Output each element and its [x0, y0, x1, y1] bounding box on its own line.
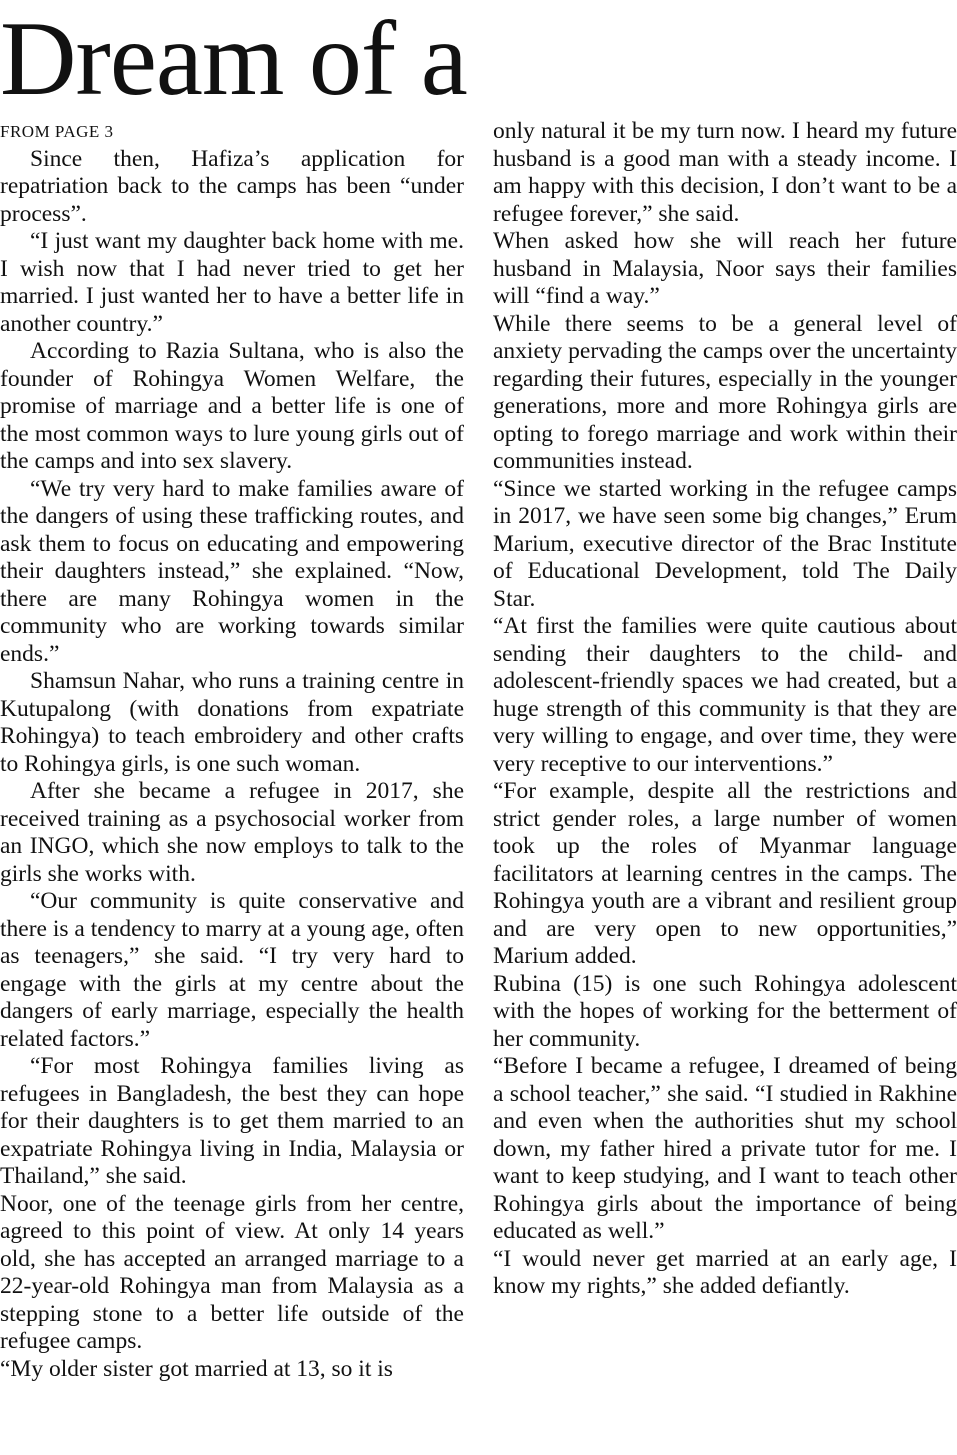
article-column-left: [0, 118, 464, 1383]
article-paragraph: After she became a refugee in 2017, she received training as a psychosocial worker from an INGO, which she now employs to talk to the girls she works with.: [0, 778, 464, 887]
article-paragraph: “Our community is quite conservative and there is a tendency to marry at a young age, often as teenagers,” she said. “I try very hard to engage with the girls at my centre about the dangers of early marriage, especially the health related factors.”: [0, 888, 464, 1052]
continued-from-label: FROM PAGE 3: [0, 122, 114, 141]
article-paragraph: When asked how she will reach her future husband in Malaysia, Noor says their families will “find a way.”: [493, 228, 957, 309]
article-paragraph: “For example, despite all the restrictions and strict gender roles, a large number of women took up the roles of Myanmar language facilitators at learning centres in the camps. The Rohingya youth are a vibrant and resilient group and are very open to new opportunities,” Marium added.: [493, 778, 957, 969]
article-paragraph: “Since we started working in the refugee camps in 2017, we have seen some big changes,” Erum Marium, executive director of the Brac Institute of Educational Development, told The Daily Star.: [493, 475, 957, 612]
article-paragraph: “I would never get married at an early age, I know my rights,” she added defiantly.: [493, 1245, 957, 1299]
article-paragraph: “At first the families were quite cautious about sending their daughters to the child- and adolescent-friendly spaces we had created, but a huge strength of this community is that they are very willing to engage, and over time, they were very receptive to our interventions.”: [493, 613, 957, 777]
article-paragraph: only natural it be my turn now. I heard my future husband is a good man with a steady income. I am happy with this decision, I don’t want to be a refugee forever,” she said.: [493, 118, 957, 227]
article-paragraph: According to Razia Sultana, who is also the founder of Rohingya Women Welfare, the promise of marriage and a better life is one of the most common ways to lure young girls out of the camps and into sex slavery.: [0, 338, 464, 474]
article-paragraph: While there seems to be a general level of anxiety pervading the camps over the uncertainty regarding their futures, especially in the younger generations, more and more Rohingya girls are opting to forego marriage and work within their communities instead.: [493, 310, 957, 474]
article-paragraph: Rubina (15) is one such Rohingya adolescent with the hopes of working for the betterment of her community.: [493, 970, 957, 1052]
article-paragraph: “For most Rohingya families living as refugees in Bangladesh, the best they can hope for their daughters is to get them married to an expatriate Rohingya living in India, Malaysia or Thailand,” she said.: [0, 1053, 464, 1189]
article-paragraph: Since then, Hafiza’s application for repatriation back to the camps has been “under process”.: [0, 145, 464, 227]
article-paragraph: “My older sister got married at 13, so it is: [0, 1355, 393, 1382]
article-paragraph: “I just want my daughter back home with me. I wish now that I had never tried to get her married. I just wanted her to have a better life in another country.”: [0, 228, 464, 337]
article-paragraph: “Before I became a refugee, I dreamed of being a school teacher,” she said. “I studied in Rakhine and even when the authorities shut my school down, my father hired a private tutor for me. I want to keep studying, and I want to teach other Rohingya girls about the importance of being educated as well.”: [493, 1053, 957, 1244]
article-column-right: [493, 118, 957, 1301]
article-paragraph: Noor, one of the teenage girls from her centre, agreed to this point of view. At only 14 years old, she has accepted an arranged marriage to a 22-year-old Rohingya man from Malaysia as a stepping stone to a better life outside of the refugee camps.: [0, 1190, 464, 1354]
headline: Dream of a: [0, 0, 467, 117]
article-paragraph: Shamsun Nahar, who runs a training centre in Kutupalong (with donations from expatriate Rohingya) to teach embroidery and other crafts to Rohingya girls, is one such woman.: [0, 668, 464, 777]
article-paragraph: “We try very hard to make families aware of the dangers of using these trafficking routes, and ask them to focus on educating and empowering their daughters instead,” she explained. “Now, there are many Rohingya women in the community who are working towards similar ends.”: [0, 475, 464, 667]
